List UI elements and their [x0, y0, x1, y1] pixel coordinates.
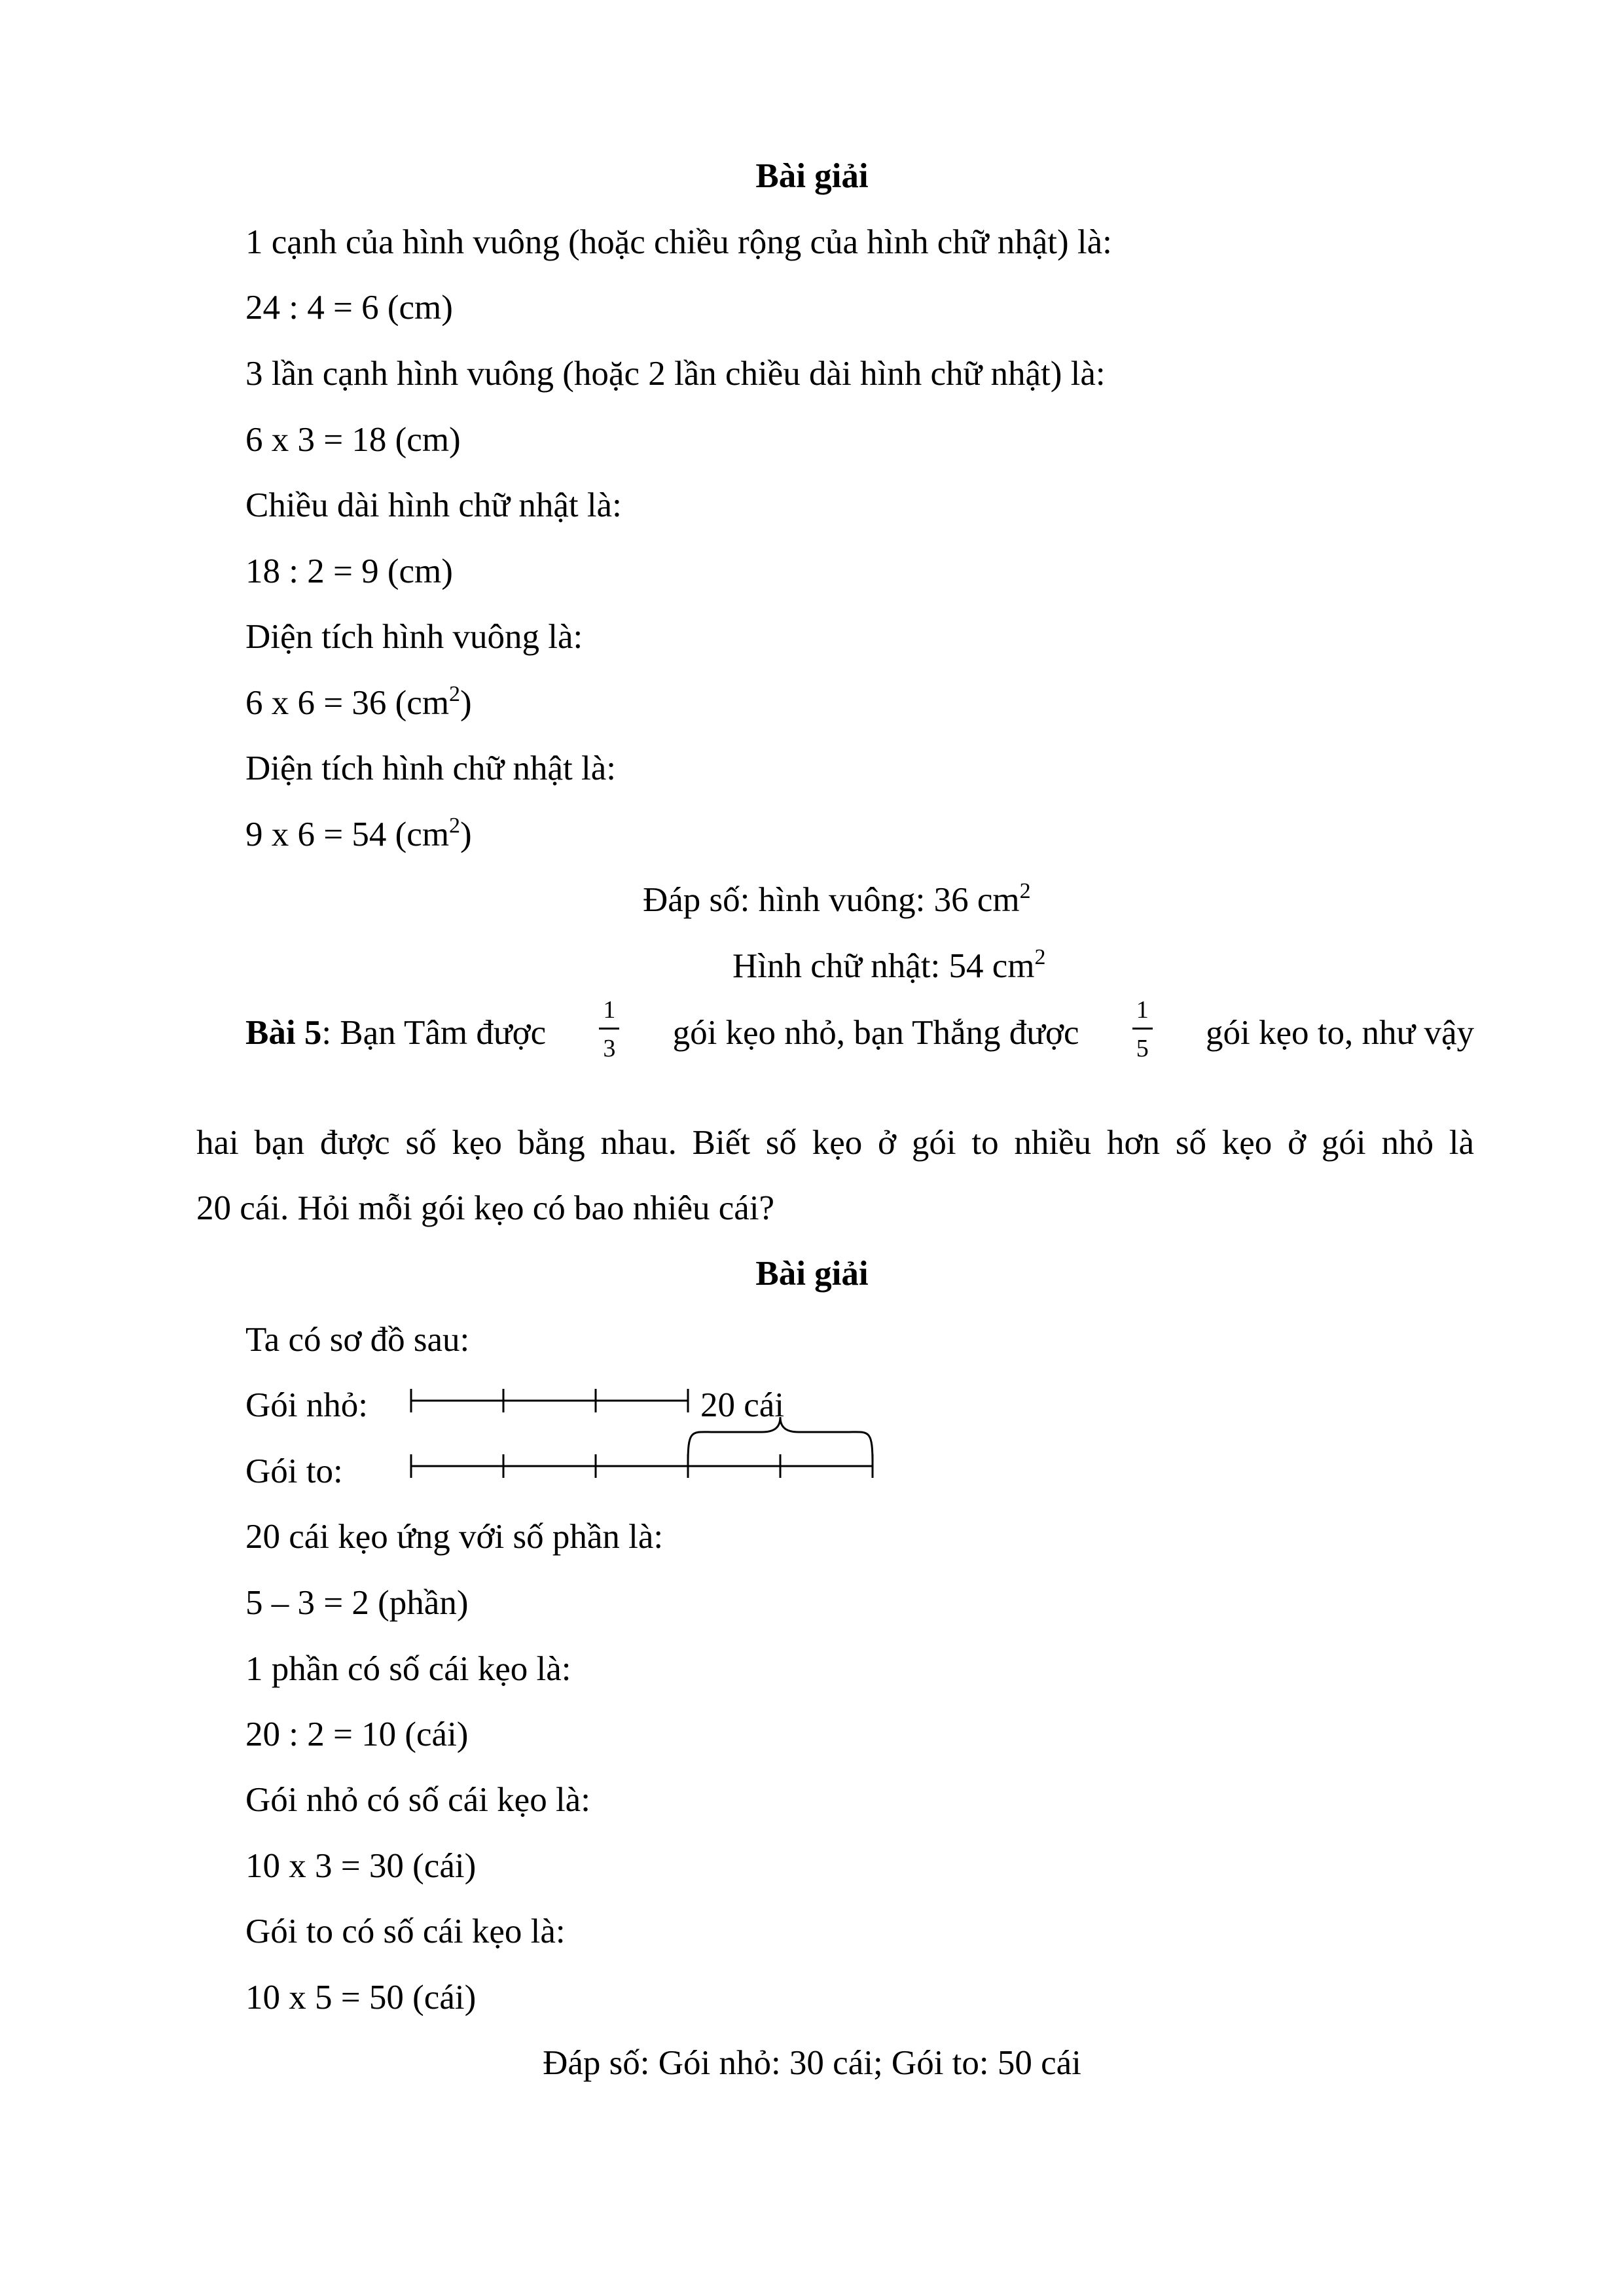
solution-line: 24 : 4 = 6 (cm) [245, 289, 453, 327]
problem-5-line-3: 20 cái. Hỏi mỗi gói kẹo có bao nhiêu cái? [196, 1189, 775, 1227]
diagram-label-small: Gói nhỏ: [245, 1386, 368, 1424]
problem-5-line-1: Bài 5: Bạn Tâm được $\frac{1}{3}$ gói kẹo nhỏ, bạn Thắng được $\frac{1}{5}$ gói kẹo to, như vậy [245, 996, 1474, 1062]
solution-line: Gói to có số cái kẹo là: [245, 1912, 566, 1950]
solution-line: 20 cái kẹo ứng với số phần là: [245, 1518, 664, 1556]
solution-heading-1: Bài giải [755, 157, 869, 195]
final-answer: Đáp số: Gói nhỏ: 30 cái; Gói to: 50 cái [543, 2044, 1081, 2082]
fraction-one-fifth: $\frac{1}{5}$ [1132, 997, 1153, 1061]
diagram-label-big: Gói to: [245, 1452, 343, 1490]
problem-5-line-2: hai bạn được số kẹo bằng nhau. Biết số kẹo ở gói to nhiều hơn số kẹo ở gói nhỏ là [196, 1124, 1474, 1162]
fraction-one-third: $\frac{1}{3}$ [599, 997, 619, 1061]
solution-line: Chiều dài hình chữ nhật là: [245, 486, 622, 524]
solution-line: Diện tích hình vuông là: [245, 618, 583, 656]
solution-line: 5 – 3 = 2 (phần) [245, 1584, 469, 1622]
solution-line: 18 : 2 = 9 (cm) [245, 552, 453, 590]
problem-label: Bài 5 [245, 1014, 322, 1052]
solution-line: Diện tích hình chữ nhật là: [245, 749, 616, 787]
solution-line: Ta có sơ đồ sau: [245, 1321, 470, 1359]
solution-line: 6 x 6 = 36 $(cm^2)$ [245, 682, 472, 722]
answer-line-2: Hình chữ nhật: 54 $cm^2$ [732, 945, 1046, 985]
solution-line: 6 x 3 = 18 (cm) [245, 421, 461, 459]
solution-line: 10 x 3 = 30 (cái) [245, 1847, 477, 1885]
solution-line: 9 x 6 = 54 $(cm^2)$ [245, 814, 472, 853]
solution-line: 20 : 2 = 10 (cái) [245, 1715, 469, 1753]
solution-heading-2: Bài giải [755, 1255, 869, 1293]
solution-line: Gói nhỏ có số cái kẹo là: [245, 1781, 590, 1819]
diagram-label-diff: 20 cái [700, 1386, 785, 1424]
solution-line: 3 lần cạnh hình vuông (hoặc 2 lần chiều dài hình chữ nhật) là: [245, 355, 1106, 393]
answer-line-1: Đáp số: hình vuông: 36 $cm^2$ [643, 879, 1031, 919]
solution-line: 1 cạnh của hình vuông (hoặc chiều rộng của hình chữ nhật) là: [245, 223, 1112, 261]
solution-line: 10 x 5 = 50 (cái) [245, 1979, 477, 2017]
solution-line: 1 phần có số cái kẹo là: [245, 1650, 571, 1688]
